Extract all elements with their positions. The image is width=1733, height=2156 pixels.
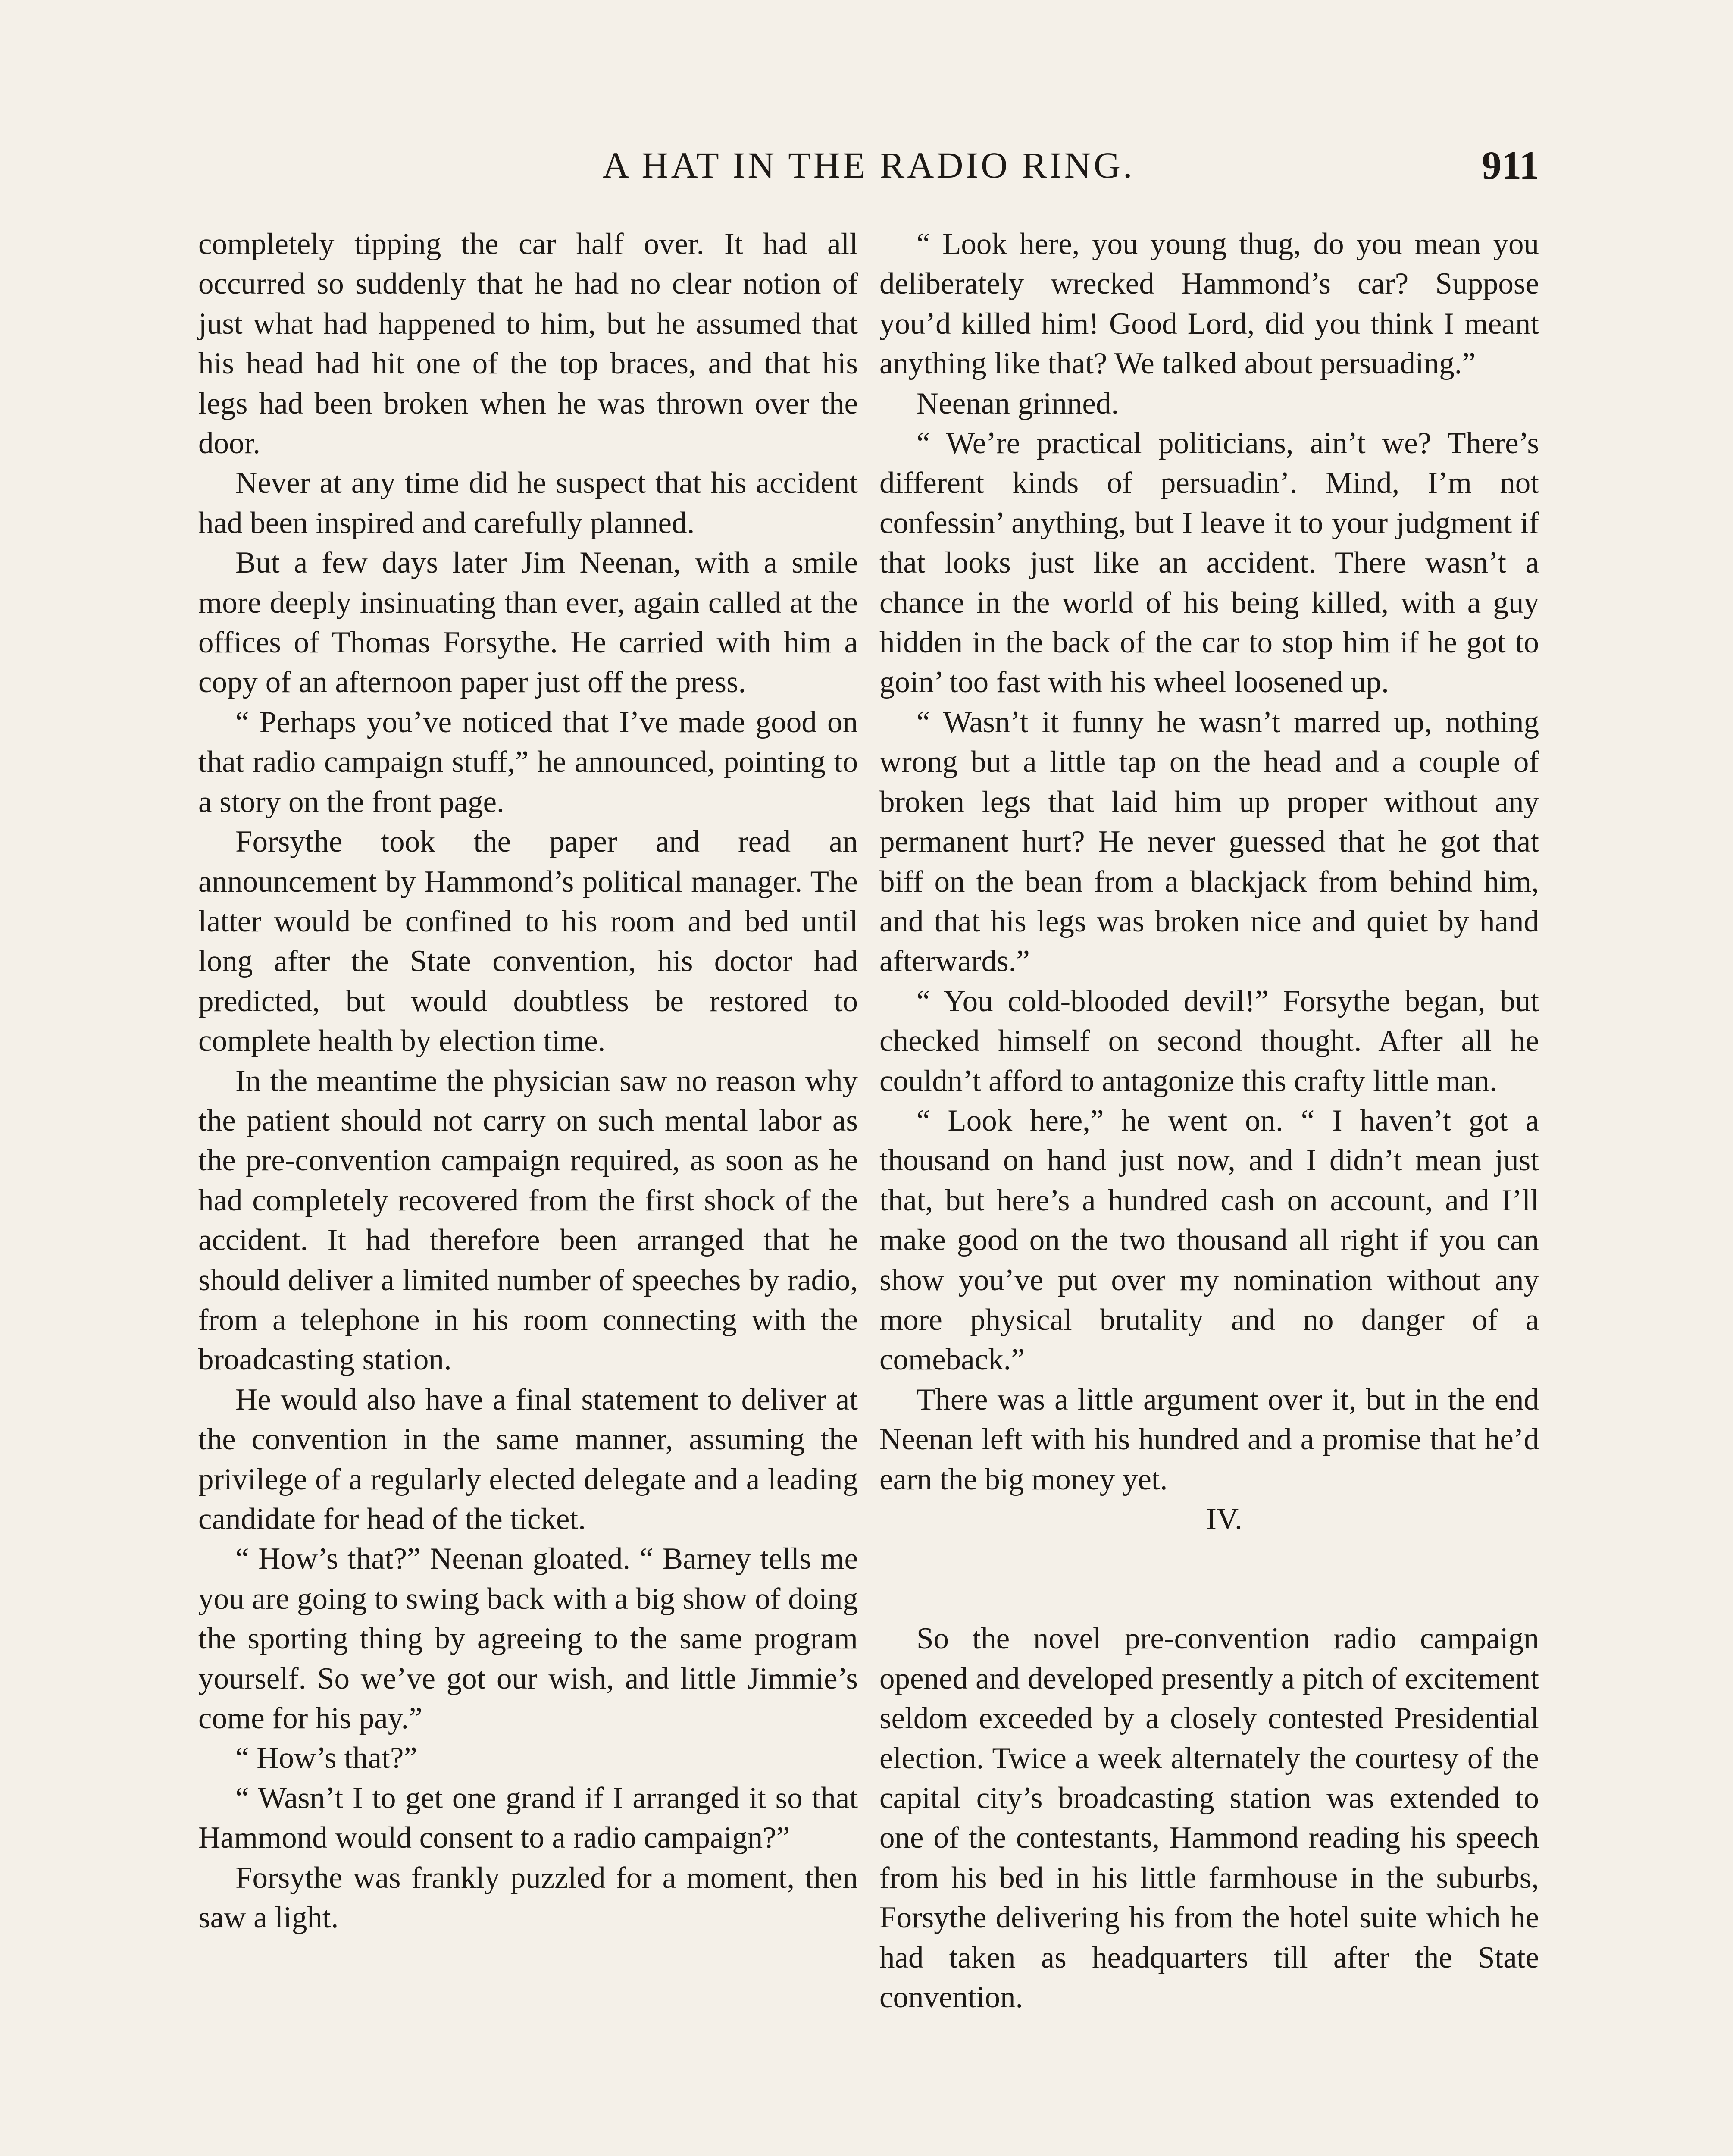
running-title: A HAT IN THE RADIO RING. bbox=[602, 144, 1135, 186]
right-column bbox=[879, 224, 1539, 2017]
section-heading: IV. bbox=[1206, 1502, 1242, 1536]
paragraph: Forsythe was frankly puzzled for a moment, then saw a light. bbox=[198, 1861, 858, 1935]
paragraph: “ How’s that?” bbox=[235, 1741, 417, 1775]
paragraph: “ Wasn’t it funny he wasn’t marred up, nothing wrong but a little tap on the head and a couple of broken legs that laid him up proper without any permanent hurt? He never guessed that he got that biff on the bean from a blackjack from behind him, and that his legs was broken nice and quiet by hand afterwards.” bbox=[879, 705, 1539, 978]
paragraph: But a few days later Jim Neenan, with a smile more deeply insinuating than ever, again called at the offices of Thomas Forsythe. He carried with him a copy of an afternoon paper just off the press. bbox=[198, 546, 858, 699]
paragraph: Never at any time did he suspect that his accident had been inspired and carefully planned. bbox=[198, 466, 858, 540]
paragraph: In the meantime the physician saw no reason why the patient should not carry on such mental labor as the pre-convention campaign required, as soon as he had completely recovered from the first shock of the accident. It had therefore been arranged that he should deliver a limited number of speeches by radio, from a telephone in his room connecting with the broadcasting station. bbox=[198, 1064, 858, 1377]
left-column bbox=[198, 224, 858, 1937]
paragraph: Forsythe took the paper and read an announcement by Hammond’s political manager. The latter would be confined to his room and bed until long after the State convention, his doctor had predicted, but would doubtless be restored to complete health by election time. bbox=[198, 825, 858, 1058]
paragraph: He would also have a final statement to deliver at the convention in the same manner, assuming the privilege of a regularly elected delegate and a leading candidate for head of the ticket. bbox=[198, 1382, 858, 1536]
paragraph: “ We’re practical politicians, ain’t we? There’s different kinds of persuadin’. Mind, I’m not confessin’ anything, but I leave it to your judgment if that looks just like an accident. There wasn’t a chance in the world of his being killed, with a guy hidden in the back of the car to stop him if he got to goin’ too fast with his wheel loosened up. bbox=[879, 426, 1539, 699]
paragraph: “ Look here,” he went on. “ I haven’t got a thousand on hand just now, and I didn’t mean just that, but here’s a hundred cash on account, and I’ll make good on the two thousand all right if you can show you’ve put over my nomination without any more physical brutality and no danger of a comeback.” bbox=[879, 1103, 1539, 1377]
paragraph: “ How’s that?” Neenan gloated. “ Barney tells me you are going to swing back with a big show of doing the sporting thing by agreeing to the same program yourself. So we’ve got our wish, and little Jimmie’s come for his pay.” bbox=[198, 1542, 858, 1736]
paragraph: “ Look here, you young thug, do you mean you deliberately wrecked Hammond’s car? Suppose you’d killed him! Good Lord, did you think I meant anything like that? We talked about persuading.” bbox=[879, 227, 1539, 381]
page-header bbox=[198, 137, 1539, 193]
paragraph: There was a little argument over it, but in the end Neenan left with his hundred and a promise that he’d earn the big money yet. bbox=[879, 1382, 1539, 1496]
page-number: 911 bbox=[1482, 143, 1539, 187]
paragraph: “ Wasn’t I to get one grand if I arranged it so that Hammond would consent to a radio campaign?” bbox=[198, 1781, 858, 1855]
paragraph: “ You cold-blooded devil!” Forsythe began, but checked himself on second thought. After all he couldn’t afford to antagonize this crafty little man. bbox=[879, 984, 1539, 1098]
paragraph: Neenan grinned. bbox=[917, 386, 1119, 420]
section-spacer bbox=[879, 1539, 1539, 1619]
paragraph: completely tipping the car half over. It had all occurred so suddenly that he had no clear notion of just what had happened to him, but he assumed that his head had hit one of the top braces, and that his legs had been broken when he was thrown over the door. bbox=[198, 227, 858, 461]
paragraph: So the novel pre-convention radio campaign opened and developed presently a pitch of excitement seldom exceeded by a closely contested Presidential election. Twice a week alternately the courtesy of the capital city’s broadcasting station was extended to one of the contestants, Hammond reading his speech from his bed in his little farmhouse in the suburbs, Forsythe delivering his from the hotel suite which he had taken as headquarters till after the State convention. bbox=[879, 1622, 1539, 2015]
paragraph: “ Perhaps you’ve noticed that I’ve made good on that radio campaign stuff,” he announced, pointing to a story on the front page. bbox=[198, 705, 858, 819]
